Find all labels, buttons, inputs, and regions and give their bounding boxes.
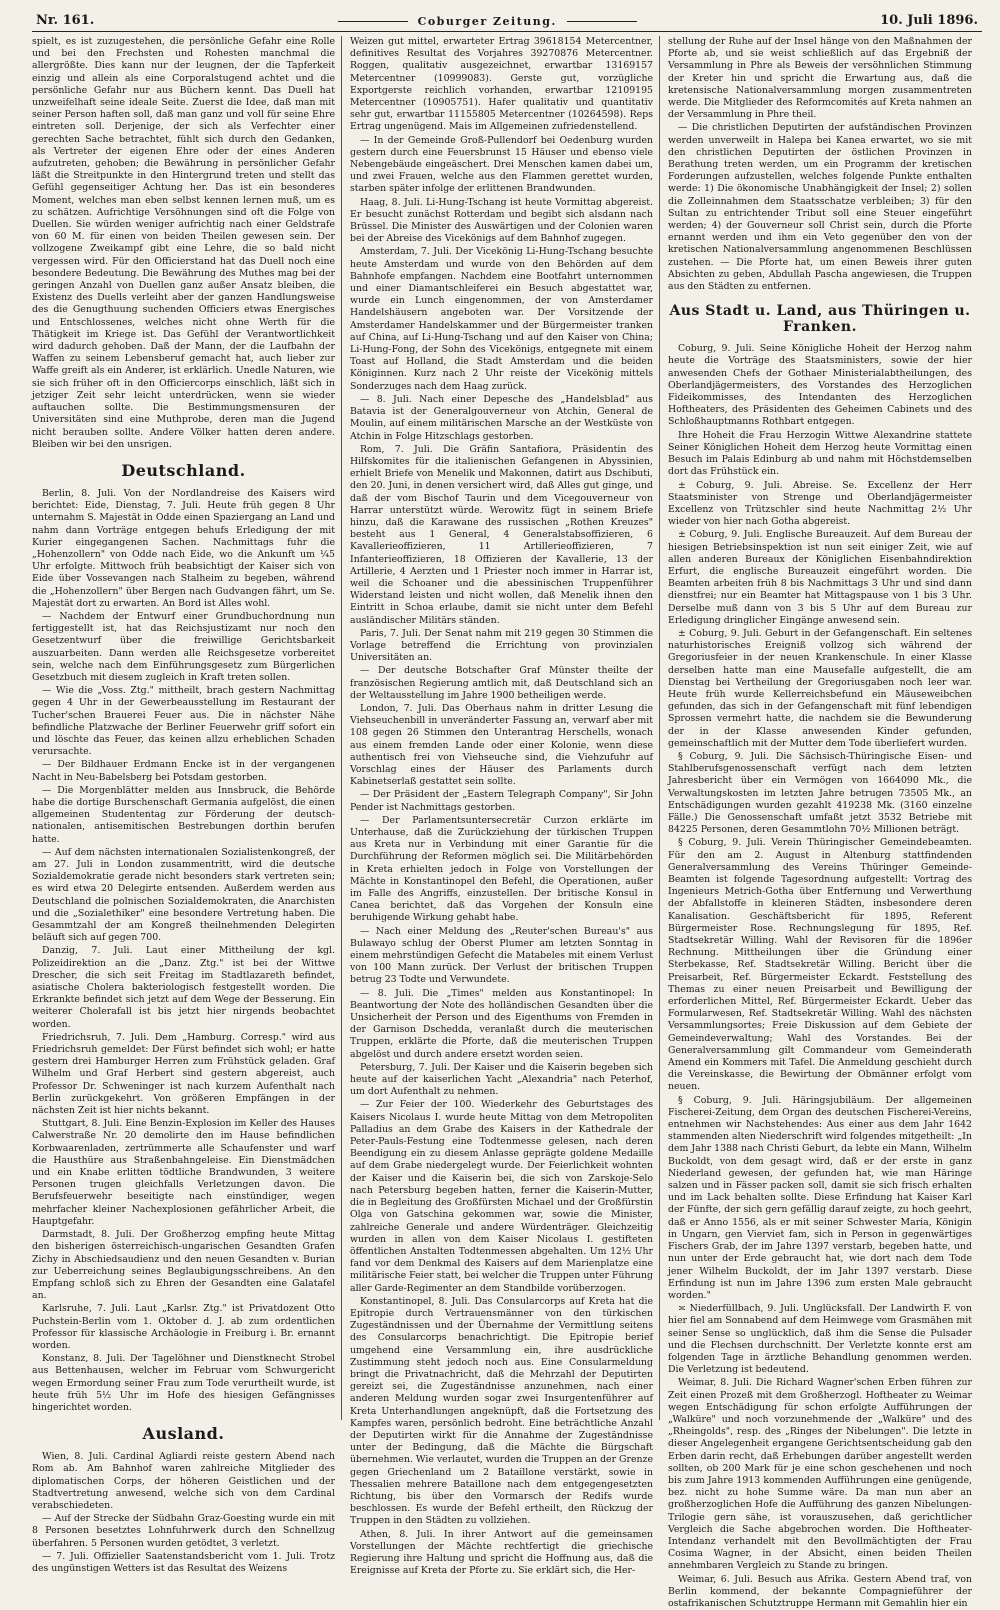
article-paragraph: — Wie die „Voss. Ztg." mittheilt, brach gestern Nachmittag gegen 4 Uhr in der Gewerbeausstellung im Restaurant der Tucher'schen Brauerei Feuer aus. Die in nächster Nähe befindliche Platzwache der Berliner Feuerwehr griff sofort ein und löschte das Feuer, das keinen allzu erheblichen Schaden verursachte. [32, 685, 335, 758]
article-paragraph: Athen, 8. Juli. In ihrer Antwort auf die gemeinsamen Vorstellungen der Mächte rechtfertigt die griechische Regierung ihre Haltung und spricht die Hoffnung aus, daß die Ereignisse auf Kreta der Pforte zu. Sie erklärt sich, die Her- [350, 1528, 653, 1577]
section-heading-ausland: Ausland. [142, 1424, 225, 1444]
article-paragraph: Haag, 8. Juli. Li-Hung-Tschang ist heute Vormittag abgereist. Er besucht zunächst Rotterdam und begibt sich alsdann nach Brüssel. Die Minister des Auswärtigen und der Colonien waren bei der Abreise des Vicekönigs auf dem Bahnhof zugegen. [350, 196, 653, 245]
article-paragraph: — 8. Juli. Die „Times" melden aus Konstantinopel: In Beantwortung der Note des holländischen Gesandten über die Unsicherheit der Person und des Eigenthums von Fremden in der Garnison Dschedda, veranlaßt durch die meuterischen Truppen, erklärte die Pforte, daß die meuterischen Truppen abgelöst und durch andere ersetzt worden seien. [350, 987, 653, 1060]
article-paragraph: — Der Präsident der „Eastern Telegraph Company", Sir John Pender ist Nachmittags gestorben. [350, 789, 653, 813]
article-paragraph: Darmstadt, 8. Juli. Der Großherzog empfing heute Mittag den bisherigen österreichisch-ungarischen Gesandten Grafen Zichy in Abschiedsaudienz und den neuen Gesandten v. Burian zur Ueberreichung seines Beglaubigungsschreibens. An den Empfang schloß sich zu Ehren der Gesandten eine Galatafel an. [32, 1229, 335, 1302]
article-paragraph: — Die Morgenblätter melden aus Innsbruck, die Behörde habe die dortige Burschenschaft Germania aufgelöst, die einen allgemeinen Studententag zur Förderung der deutsch-nationalen, antisemitischen Bestrebungen dorthin berufen hatte. [32, 784, 335, 845]
article-paragraph: Friedrichsruh, 7. Juli. Dem „Hamburg. Corresp." wird aus Friedrichsruh gemeldet: Der Fürst befindet sich wohl; er hatte gestern drei Hamburger Herren zum Frühstück geladen. Graf Wilhelm und Graf Herbert sind gestern abgereist, auch Professor Dr. Schweninger ist nach kurzem Aufenthalt nach Berlin zurückgekehrt. Von größeren Empfängen in der nächsten Zeit ist hier nichts bekannt. [32, 1031, 335, 1117]
newspaper-title-text: Coburger Zeitung. [417, 15, 557, 28]
article-paragraph: § Coburg, 9. Juli. Die Sächsisch-Thüringische Eisen- und Stahlberufsgenossenschaft verfügt nach dem letzten Jahresbericht über ein Vermögen von 1664090 Mk., die Verwaltungskosten im letzten Jahre betrugen 73505 Mk., an Entschädigungen wurden gezahlt 419238 Mk. (3160 einzelne Fälle.) Die Genossenschaft umfaßt jetzt 3532 Betriebe mit 84225 Personen, deren Gesammtlohn 70½ Millionen beträgt. [668, 750, 972, 836]
columns [32, 32, 982, 1609]
column-1 [32, 36, 342, 1574]
article-paragraph: Amsterdam, 7. Juli. Der Vicekönig Li-Hung-Tschang besuchte heute Amsterdam und wurde von den Behörden auf dem Bahnhofe empfangen. Nachdem eine Bootfahrt unternommen und einer Diamantschleiferei ein Besuch abgestattet war, wurde ein Lunch eingenommen, der von Amsterdamer Handelshäusern angeboten war. Der Vorsitzende der Amsterdamer Handelskammer und der Bürgermeister tranken auf China, auf Li-Hung-Tschang und auf den Kaiser von China; Li-Hung-Fong, der Sohn des Vicekönigs, entgegnete mit einem Toast auf Holland, die Stadt Amsterdam und die beiden Königinnen. Kurz nach 2 Uhr reiste der Vicekönig mittels Sonderzuges nach dem Haag zurück. [350, 246, 653, 392]
article-paragraph: Paris, 7. Juli. Der Senat nahm mit 219 gegen 30 Stimmen die Vorlage betreffend die Errichtung von provinzialen Universitäten an. [350, 627, 653, 664]
article-paragraph: — 7. Juli. Offizieller Saatenstandsbericht vom 1. Juli. Trotz des ungünstigen Wetters ist das Resultat des Weizens [32, 1550, 335, 1574]
article-paragraph: Stuttgart, 8. Juli. Eine Benzin-Explosion im Keller des Hauses Calwerstraße Nr. 20 demolirte den im Hause befindlichen Korbwaarenladen, zertrümmerte alle Schaufenster und warf die Hausthüre aus Straßenbahngeleise. Ein Dienstmädchen und ein Knabe erlitten tödtliche Brandwunden, 3 weitere Personen trugen gleichfalls Verletzungen davon. Die Berufsfeuerwehr beseitigte nach einstündiger, wegen mehrfacher kleiner Nachexplosionen gefährlicher Arbeit, die Hauptgefahr. [32, 1118, 335, 1227]
issue-number: Nr. 161. [36, 13, 95, 28]
issue-date: 10. Juli 1896. [880, 13, 978, 28]
article-paragraph: London, 7. Juli. Das Oberhaus nahm in dritter Lesung die Viehseuchenbill in unveränderter Fassung an, verwarf aber mit 108 gegen 26 Stimmen den Unterantrag Herschells, wonach aus einem fremden Lande oder einer Kolonie, wenn diese authentisch frei von Viehseuche sind, die Viehzufuhr auf Vorschlag eines der Häuser des Parlaments durch Kabinetserlaß gestattet sein sollte. [350, 702, 653, 788]
article-paragraph: — Auf dem nächsten internationalen Sozialistenkongreß, der am 27. Juli in London zusammentritt, wird die deutsche Sozialdemokratie gerade nicht besonders stark vertreten sein; es wird etwa 20 Delegirte entsenden. Außerdem werden aus Deutschland die polnischen Sozialdemokraten, die Anarchisten und die „Sozialethiker" eine besondere Vertretung haben. Die Gesammtzahl der am Kongreß theilnehmenden Delegirten beläuft sich auf gegen 700. [32, 846, 335, 944]
newspaper-title [338, 15, 637, 28]
title-rule-left [338, 21, 408, 22]
section-heading-deutschland: Deutschland. [121, 460, 246, 480]
article-paragraph: ≍ Niederfüllbach, 9. Juli. Unglücksfall. Der Landwirth F. von hier fiel am Sonnabend auf dem Heimwege vom Grasmähen mit seiner Sense so unglücklich, daß ihm die Sense die Pulsader und die Flechsen durchschnitt. Der Verletzte konnte erst am folgenden Tage in ärztliche Behandlung genommen werden. Die Verletzung ist bedeutend. [668, 1303, 972, 1376]
article-paragraph: Danzig, 7. Juli. Laut einer Mittheilung der kgl. Polizeidirektion an die „Danz. Ztg." ist bei der Wittwe Drescher, die sich seit Freitag im Stadtlazareth befindet, asiatische Cholera bakteriologisch festgestellt worden. Die Erkrankte befindet sich jetzt auf dem Wege der Besserung. Ein weiterer Cholerafall ist bis jetzt hier nirgends beobachtet worden. [32, 945, 335, 1030]
article-paragraph: — Der Parlamentsuntersecretär Curzon erklärte im Unterhause, daß die Zurückziehung der türkischen Truppen aus Kreta nur in Verbindung mit einer Garantie für die Durchführung der Reformen möglich sei. Die Militärbehörden in Kreta erhielten jedoch in Folge von Vorstellungen der Mächte in Konstantinopel den Befehl, die Operationen, außer im Falle des Angriffs, einzustellen. Der britische Konsul in Canea berichtet, daß das Vorgehen der Konsuln eine beruhigende Wirkung gehabt habe. [350, 814, 653, 924]
article-paragraph: Konstantinopel, 8. Juli. Das Consularcorps auf Kreta hat die Epitropie durch Vertrauensmänner von den türkischen Zugeständnissen und der Übernahme der Vermittlung seitens des Consularcorps benachrichtigt. Die Epitropie berief umgehend eine Versammlung ein, ihre ausdrückliche Zustimmung steht jedoch noch aus. Eine Consularmeldung bringt die Privatnachricht, daß die Mehrzahl der Deputirten gereizt sei, die Zugeständnisse anzunehmen, nach einer anderen Meldung wurden sogar zwei Insurgentenführer auf Kreta Unterhandlungen angeknüpft, daß die Fortsetzung des Kampfes waren, persönlich bedroht. Eine beträchtliche Anzahl der Deputirten wirkt für die Annahme der Zugeständnisse unter der Bedingung, daß die Mächte die Bürgschaft übernehmen. Wie verlautet, wurden die Truppen an der Grenze gegen Griechenland um 2 Bataillone verstärkt, sowie in Thessalien mehrere Bataillone nach dem entgegengesetzten Richtung, bis über den Vormarsch der Redifs wurde beschlossen. Es wurde der Befehl ertheilt, den Rückzug der Truppen in den Städten zu vollziehen. [350, 1295, 653, 1527]
article-paragraph: ± Coburg, 9. Juli. Englische Bureauzeit. Auf dem Bureau der hiesigen Betriebsinspektion ist nun seit einiger Zeit, wie auf allen anderen Bureaux der Königlichen Eisenbahndirektion Erfurt, die englische Bureauzeit eingeführt worden. Die Beamten arbeiten früh 8 bis Nachmittags 3 Uhr und sind dann dienstfrei; nur ein Beamter hat Mittagspause von 1 bis 3 Uhr. Derselbe muß dann von 3 bis 5 Uhr auf dem Bureau zur Erledigung dringlicher Eingänge anwesend sein. [668, 529, 972, 626]
article-paragraph: Rom, 7. Juli. Die Gräfin Santafiora, Präsidentin des Hilfskomites für die italienischen Gefangenen in Abyssinien, erhielt Briefe von Menelik und Makonnen, datirt aus Dschibuti, den 20. Juni, in denen versichert wird, daß Alles gut ginge, und daß der vom Bischof Taurin und dem Vicegouverneur von Harrar unterstützt würde. Werowitz fügt in seinem Briefe hinzu, daß die Karawane des russischen „Rothen Kreuzes" besteht aus 1 General, 4 Generalstabsoffizieren, 6 Kavallerieoffizieren, 11 Artillerieoffizieren, 7 Infanterieoffizieren, 18 Offizieren der Kavallerie, 13 der Artillerie, 4 Aerzten und 1 Priester noch immer in Harrar ist, weil die Schoaner und die abessinischen Truppenführer Widerstand leisten und nicht wollen, daß Menelik ihnen den Eintritt in Schoa erlaube, damit sie nicht unter dem Befehl ausländischer Militärs ständen. [350, 443, 653, 626]
article-paragraph: Weizen gut mittel, erwarteter Ertrag 39618154 Metercentner, definitives Resultat des Vorjahres 39270876 Metercentner. Roggen, qualitativ ausgezeichnet, erwartbar 13169157 Metercentner (10999083). Gerste gut, vorzügliche Exportgerste reichlich vorhanden, erwartbar 12109195 Metercentner (10905751). Hafer qualitativ und quantitativ sehr gut, erwartbar 11155805 Metercentner (10264598). Reps Ertrag ungenügend. Mais im Allgemeinen zufriedenstellend. [350, 36, 653, 133]
article-paragraph: Weimar, 8. Juli. Die Richard Wagner'schen Erben führen zur Zeit einen Prozeß mit dem Großherzogl. Hoftheater zu Weimar wegen Entschädigung für schon erfolgte Aufführungen der „Walküre" und noch vorzunehmende der „Walküre" und des „Rheingolds", resp. des „Ringes der Nibelungen". Die letzte in dieser Angelegenheit ergangene Gerichtsentscheidung gab den Erben darin recht, daß Erhebungen darüber angestellt werden sollten, ob 200 Mark für je eine schon geschehenen und noch bis zum Jahre 1913 kommenden Aufführungen eine genügende, bez. nicht zu hohe Summe wäre. Da man nun aber an großherzoglichen Hofe die Aufführung des ganzen Nibelungen-Trilogie gern sähe, ist vorauszusehen, daß gerichtlicher Vergleich die Sache abgebrochen worden. Die Hoftheater-Intendanz verhandelt mit den Bevollmächtigten der Frau Cosima Wagner, in der Absicht, einen beiden Theilen annehmbaren Vergleich zu Stande zu bringen. [668, 1377, 972, 1572]
article-paragraph: ± Coburg, 9. Juli. Geburt in der Gefangenschaft. Ein seltenes naturhistorisches Ereigniß vollzog sich während der Gregoriusfeier in der neuen Krankenschule. In einer Klasse derselben hatte man eine Mausefalle aufgestellt, die am Dienstag bei Vertheilung der Gregoriusgaben noch leer war. Heute früh wurde Kellerreichsbefund ein Mäuseweibchen gefunden, das sich in der Gefangenschaft mit fünf lebendigen Sprossen vermehrt hatte, die nachdem sie die Bewunderung der in der Klasse anwesenden Kinder gefunden, gemeinschaftlich mit der Mutter dem Tode überliefert wurden. [668, 627, 972, 749]
article-paragraph: stellung der Ruhe auf der Insel hänge von den Maßnahmen der Pforte ab, und sie weist schließlich auf das Ergebniß der Versammlung in Phre als Beweis der versöhnlichen Stimmung der Kreter hin und spricht die Erwartung aus, daß die kretensische Nationalversammlung morgen zusammentreten werde. Die Mitglieder des Reformcomités auf Kreta nahmen an der Versammlung in Phre theil. [668, 36, 972, 121]
article-paragraph: ± Coburg, 9. Juli. Abreise. Se. Excellenz der Herr Staatsminister von Strenge und Oberlandjägermeister Excellenz von Trützschler sind heute Nachmittag 2½ Uhr wieder von hier nach Gotha abgereist. [668, 479, 972, 528]
title-rule-right [567, 21, 637, 22]
article-paragraph: § Coburg, 9. Juli. Häringsjubiläum. Der allgemeinen Fischerei-Zeitung, dem Organ des deutschen Fischerei-Vereins, entnehmen wir Nachstehendes: Aus einer aus dem Jahr 1642 stammenden alten Niederschrift wird folgendes mitgetheilt: „In dem Jahr 1388 nach Christi Geburt, da lebte ein Mann, Wilhelm Buckoldt, von dem gesagt wird, daß er der erste in ganz Niederland gewesen, der gefunden hat, wie man Häringe salzen und in Fässer packen soll, damit sie sich frisch erhalten und im Lack behalten sollte. Diese Erfindung hat Kaiser Karl der Fünfte, der sich gern gefällig darauf zeigte, zu hoch geehrt, daß er Anno 1556, als er mit seiner Schwester Maria, Königin in Ungarn, gen Vierviet fam, sich in Person in gegenwärtiges Fischers Grab, der im Jahre 1397 verstarb, begeben hatte, und nun unter der Erde gebraucht hat, wie dort nach dem Tode jener Wilhelm Buckoldt, der im Jahr 1397 verstarb. Diese Erfindung ist nun im Jahre 1396 zum ersten Male gebraucht worden." [668, 1094, 972, 1301]
article-paragraph: — Der Bildhauer Erdmann Encke ist in der vergangenen Nacht in Neu-Babelsberg bei Potsdam gestorben. [32, 759, 335, 783]
article-paragraph: Ihre Hoheit die Frau Herzogin Wittwe Alexandrine stattete Seiner Königlichen Hoheit dem Herzog heute Vormittag einen Besuch im Palais Edinburg ab und nahm mit Höchstdemselben dort das Frühstück ein. [668, 429, 972, 478]
article-paragraph: — Auf der Strecke der Südbahn Graz-Goesting wurde ein mit 8 Personen besetztes Lohnfuhrwerk durch den Schnellzug überfahren. 5 Personen wurden getödtet, 3 verletzt. [32, 1513, 335, 1549]
article-paragraph: § Coburg, 9. Juli. Verein Thüringischer Gemeindebeamten. Für den am 2. August in Altenburg stattfindenden Generalversammlung des Vereins Thüringer Gemeinde-Beamten ist folgende Tagesordnung aufgestellt: Vortrag des Ingenieurs Metrich-Gotha über Entfernung und Verwerthung der Abfallstoffe in kleineren Städten, insbesondere deren Kanalisation. Geschäftsbericht für 1895, Referent Bürgermeister Rose. Rechnungslegung für 1895, Ref. Stadtsekretär Willing. Wahl der Revisoren für die 1896er Rechnung. Mittheilungen über die Gründung einer Sterbekasse, Ref. Stadtsekretär Willing. Bericht über die Preisarbeit, Ref. Bürgermeister Eckardt. Feststellung des Themas zu einer neuen Preisarbeit und Bewilligung der erforderlichen Mittel, Ref. Bürgermeister Eckardt. Ueber das Formularwesen, Ref. Stadtsekretär Willing. Wahl des nächsten Versammlungsortes; Freie Diskussion auf dem Gebiete der Gemeindeverwaltung; Wahl des Vorstandes. Bei der Generalversammlung gilt Commandeur vom Gemeinderath Amend ein Kommers mit Tafel. Die Anmeldung geschieht durch die Vereinskasse, die Bewirtung der Obmänner erfolgt vom neuen. [668, 837, 972, 1093]
masthead [32, 4, 982, 32]
article-paragraph: Wien, 8. Juli. Cardinal Agliardi reiste gestern Abend nach Rom ab. Am Bahnhof waren zahlreiche Mitglieder des diplomatischen Corps, der höheren Geistlichen und der Stadtvertretung anwesend, welche sich von dem Cardinal verabschiedeten. [32, 1451, 335, 1511]
article-paragraph: Berlin, 8. Juli. Von der Nordlandreise des Kaisers wird berichtet: Eide, Dienstag, 7. Juli. Heute früh gegen 8 Uhr unternahm S. Majestät in Odde einen Spaziergang an Land und nahm dann Vorträge entgegen behufs Erledigung der mit Kurier eingegangenen Sachen. Nachmittags fuhr die „Hohenzollern" von Odde nach Eide, wo die Ankunft um ¼5 Uhr erfolgte. Mittwoch früh beabsichtigt der Kaiser sich von Eide über Vossevangen nach Stalheim zu begeben, während die „Hohenzollern" über Bergen nach Gudvangen fährt, um Se. Majestät dort zu erwarten. An Bord ist Alles wohl. [32, 487, 335, 609]
article-paragraph: — Die christlichen Deputirten der aufständischen Provinzen werden unverweilt in Halepa bei Kanea erwartet, wo sie mit den christlichen Deputirten der östlichen Provinzen in Berathung treten werden, um ein Programm der kretischen Forderungen aufzustellen, welches folgende Punkte enthalten werde: 1) Die ökonomische Unabhängigkeit der Insel; 2) sollen die Zolleinnahmen dem Staatsschatze verbleiben; 3) für den Sultan zu entrichtender Tribut soll eine Steuer eingeführt werden; 4) der Gouverneur soll Christ sein, durch die Pforte ernannt werden und ihm ein Veto gegenüber den von der kretischen Nationalversammlung angenommenen Beschlüssen zustehen. — Die Pforte hat, um einen Beweis ihrer guten Absichten zu geben, Abdullah Pascha angewiesen, die Truppen aus den Städten zu entfernen. [668, 122, 972, 293]
article-paragraph: — Nach einer Meldung des „Reuter'schen Bureau's" aus Bulawayo schlug der Oberst Plumer am letzten Sonntag in einem mehrstündigen Gefecht die Matabeles mit einem Verlust von 100 Mann zurück. Der Verlust der britischen Truppen betrug 23 Todte und Verwundete. [350, 925, 653, 986]
article-paragraph: spielt, es ist zuzugestehen, die persönliche Gefahr eine Rolle und bei den Frechsten und Rohesten manchmal die allergrößte. Dies kann nur der leugnen, der die Tapferkeit einzig und allein als eine Corporalstugend achtet und die persönliche Gefahr nur aus Büchern kennt. Das Duell hat unzweifelhaft seine ideale Seite. Zuerst die Idee, daß man mit seiner Person haften soll, daß man ganz und voll für seine Ehre eintreten soll. Derjenige, der sich als Verfechter einer gerechten Sache betrachtet, fühlt sich durch den Gedanken, als Vertreter der eigenen Ehre oder der eines Anderen aufzutreten, gehoben; die Bewährung in persönlicher Gefahr läßt die Streitpunkte in den Hintergrund treten und stellt das Gefühl gegenseitiger Achtung her. Das ist ein besonderes Moment, welches man eben selbst kennen lernen muß, um es zu schätzen. Aufrichtige Versöhnungen sind oft die Folge von Duellen. Sie würden weniger aufrichtig nach einer Geldstrafe von 60 M. für einen von beiden Theilen gewesen sein. Der vollzogene Zweikampf gibt eine Lehre, die so bald nicht vergessen wird. Für den Officierstand hat das Duell noch eine besondere Bedeutung. Die Bewährung des Muthes mag bei der geringen Anzahl von Duellen ganz außer Ansatz bleiben, die Existenz des Duells verleiht aber der ganzen Handlungsweise des die Genugthuung suchenden Officiers etwas Energisches und Entschlossenes, welches nicht ohne Werth für die Thätigkeit im Kriege ist. Das Gefühl der Verantwortlichkeit wird dadurch gehoben. Daß der Mann, der die Laufbahn der Waffen zu seinem Lebensberuf gemacht hat, auch lieber zur Waffe greift als ein Anderer, ist erklärlich. Unedle Naturen, wie sie sich früher oft in den Officiercorps einschlich, läßt sich in jetziger Zeit sehr leicht unterdrücken, wenn sie wieder auftauchen sollte. Die Bestimmungsmensuren der Universitäten sind eine Muthprobe, deren man die Jugend nicht berauben sollte. Andere Völker hatten deren andere. Bleiben wir bei den unsrigen. [32, 36, 335, 450]
article-paragraph: — Zur Feier der 100. Wiederkehr des Geburtstages des Kaisers Nicolaus I. wurde heute Mittag von dem Metropoliten Palladius an dem Grabe des Kaisers in der Kathedrale der Peter-Pauls-Festung eine Todtenmesse gelesen, nach deren Beendigung ein zu diesem Anlasse geprägte goldene Medaille auf dem Grabe niedergelegt wurde. Der Feierlichkeit wohnten der Kaiser und die Kaiserin bei, die sich von Zarskoje-Selo nach Petersburg begeben hatten, ferner die Kaiserin-Mutter, die in Begleitung des Großfürsten Michael und der Großfürstin Olga von Gatschina gekommen war, sowie die Minister, zahlreiche Generale und andere Würdenträger. Gleichzeitig wurden in allen von dem Kaiser Nicolaus I. gestifteten öffentlichen Anstalten Todtenmessen abgehalten. Um 12½ Uhr fand vor dem Denkmal des Kaisers auf dem Marienplatze eine militärische Feier statt, bei welcher die Truppen unter Führung aller Garde-Regimenter an dem Standbilde vorüberzogen. [350, 1099, 653, 1294]
article-paragraph: — Der deutsche Botschafter Graf Münster theilte der französischen Regierung amtlich mit, daß Deutschland sich an der Weltausstellung im Jahre 1900 betheiligen werde. [350, 665, 653, 701]
column-3 [668, 36, 978, 1609]
section-heading-stadt-und-land: Aus Stadt u. Land, aus Thüringen u. Franken. [669, 303, 971, 336]
article-paragraph: Petersburg, 7. Juli. Der Kaiser und die Kaiserin begeben sich heute auf der kaiserlichen Yacht „Alexandria" nach Peterhof, um dort Aufenthalt zu nehmen. [350, 1061, 653, 1098]
article-paragraph: — Nachdem der Entwurf einer Grundbuchordnung nun fertiggestellt ist, hat das Reichsjustizamt nur noch den Gesetzentwurf über die freiwillige Gerichtsbarkeit auszuarbeiten. Dann werden alle Reichsgesetze vorbereitet sein, welche nach dem Einführungsgesetz zum Bürgerlichen Gesetzbuch mit diesem zugleich in Kraft treten sollen. [32, 610, 335, 683]
article-paragraph: Weimar, 6. Juli. Besuch aus Afrika. Gestern Abend traf, von Berlin kommend, der bekannte Compagnieführer der ostafrikanischen Schutztruppe Hermann mit Gemahlin hier ein [668, 1573, 972, 1609]
article-paragraph: Konstanz, 8. Juli. Der Tagelöhner und Dienstknecht Strobel aus Bettenhausen, welcher im Februar vom Schwurgericht wegen Ermordung seiner Frau zum Tode verurtheilt wurde, ist heute früh 5½ Uhr im Hofe des hiesigen Gefängnisses hingerichtet worden. [32, 1353, 335, 1413]
column-2 [350, 36, 660, 1577]
article-paragraph: — 8. Juli. Nach einer Depesche des „Handelsblad" aus Batavia ist der Generalgouverneur von Atchin, General de Moulin, auf einem militärischen Marsche an der Westküste von Atchin in Folge Hitzschlags gestorben. [350, 393, 653, 442]
article-paragraph: Coburg, 9. Juli. Seine Königliche Hoheit der Herzog nahm heute die Vorträge des Staatsministers, sowie der hier anwesenden Chefs der Gothaer Ministerialabtheilungen, des Oberlandjägermeisters, des Vorstandes des Herzoglichen Fideikommisses, des Intendanten des Herzoglichen Hoftheaters, des Präsidenten des Geheimen Cabinets und des Schloßhauptmanns Rothbart entgegen. [668, 343, 972, 428]
article-paragraph: — In der Gemeinde Groß-Pullendorf bei Oedenburg wurden gestern durch eine Feuersbrunst 15 Häuser und ebenso viele Nebengebäude eingeäschert. Drei Menschen kamen dabei um, und zwei Frauen, welche aus den Flammen gerettet wurden, starben später infolge der erlittenen Brandwunden. [350, 134, 653, 195]
article-paragraph: Karlsruhe, 7. Juli. Laut „Karlsr. Ztg." ist Privatdozent Otto Puchstein-Berlin vom 1. Oktober d. J. ab zum ordentlichen Professor für klassische Archäologie in Freiburg i. Br. ernannt worden. [32, 1303, 335, 1351]
